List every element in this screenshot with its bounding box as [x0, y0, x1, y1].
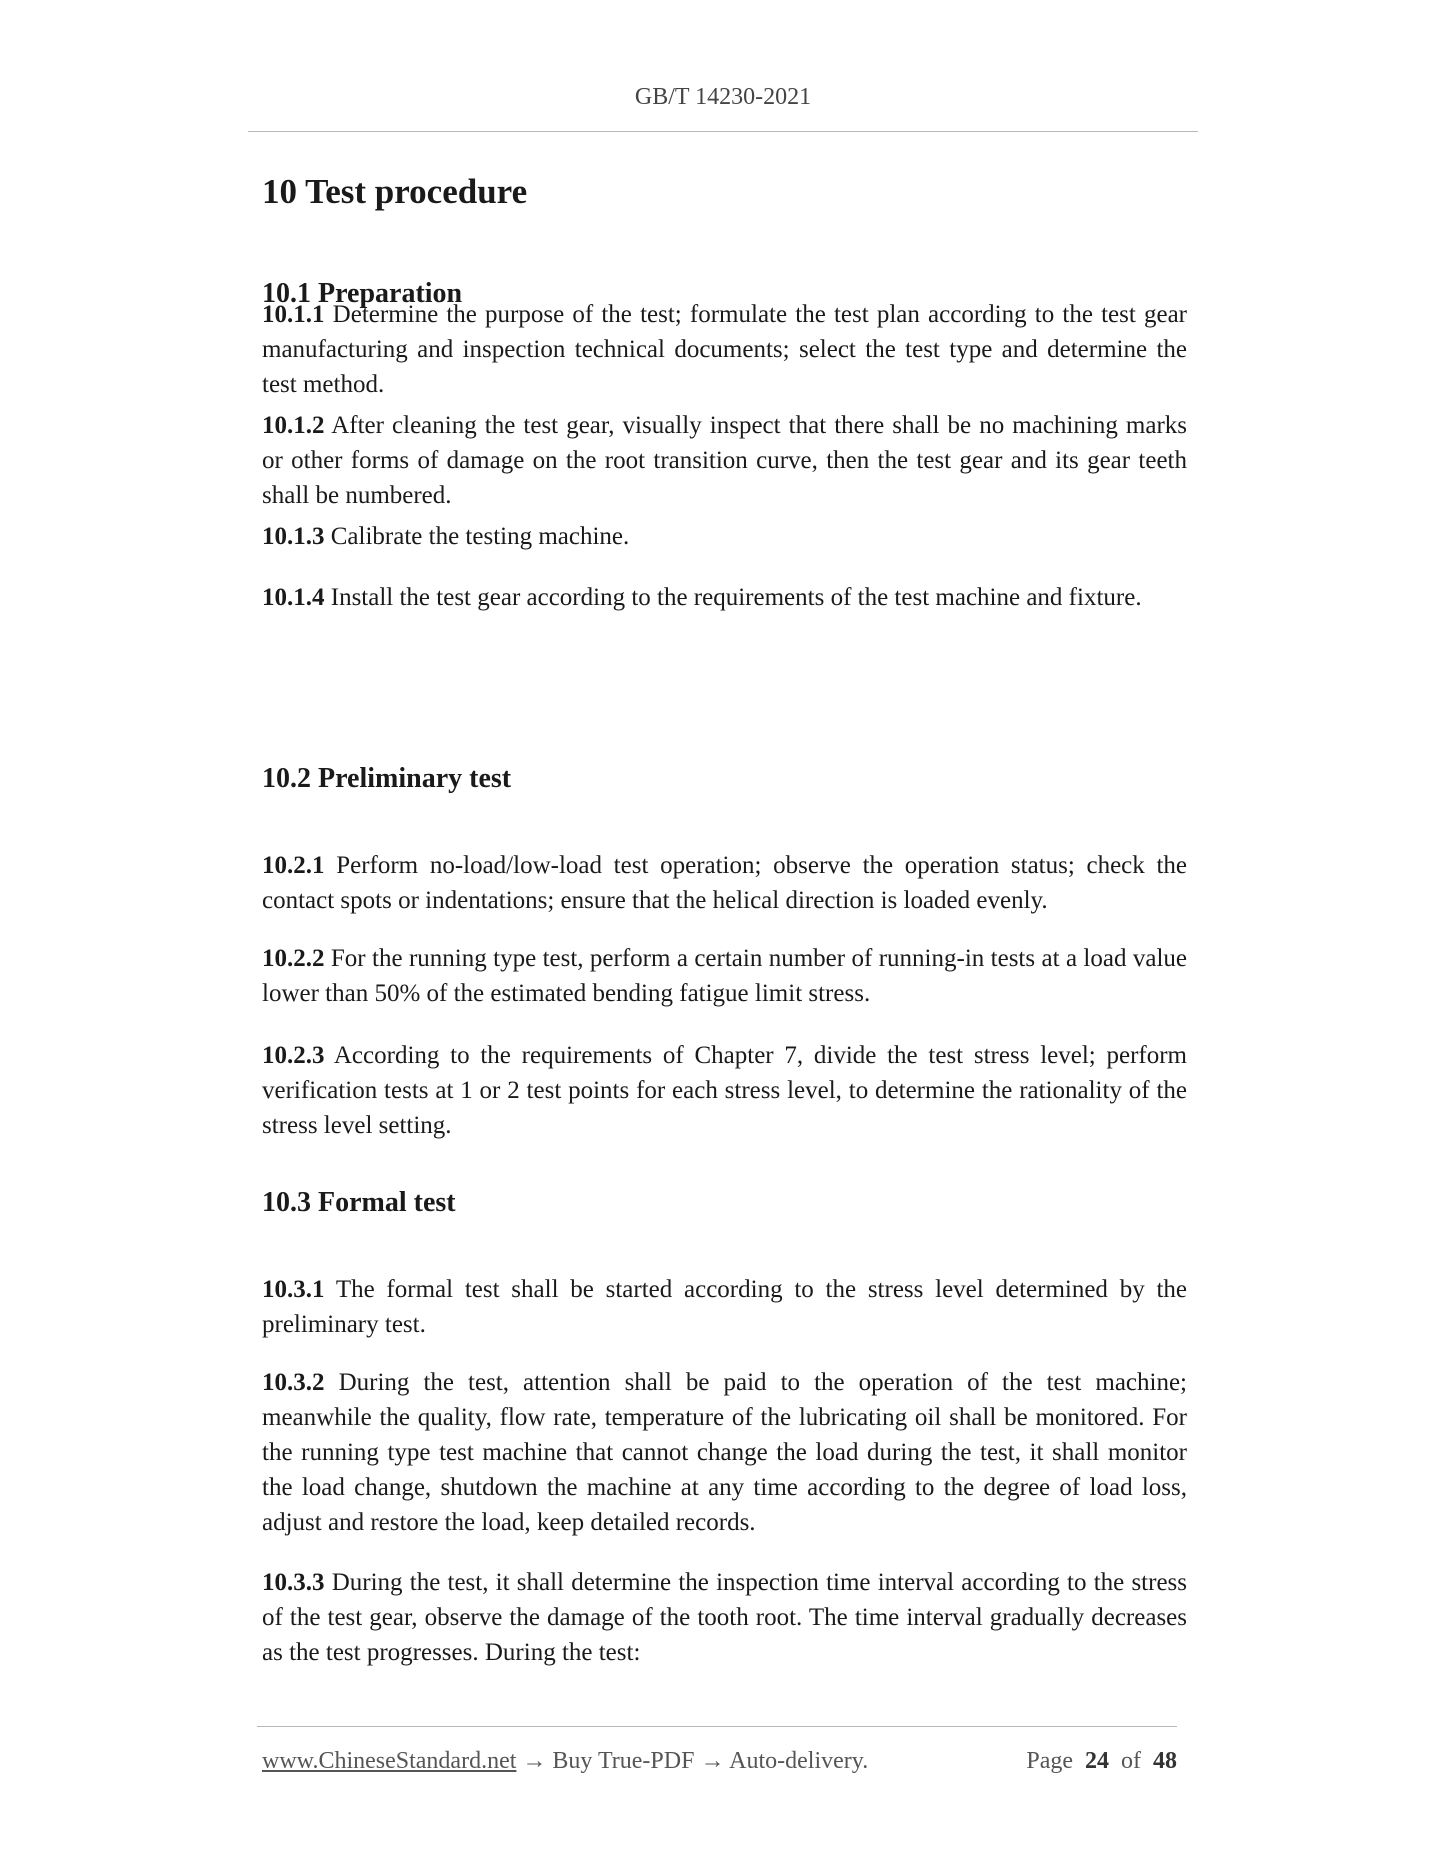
document-header: GB/T 14230-2021 — [634, 84, 812, 110]
clause-number: 10.1.4 — [262, 584, 325, 611]
clause-text: Determine the purpose of the test; formulate the test plan according to the test gear manufacturing and inspection technical documents; select the test type and determine the test method. — [262, 301, 1187, 398]
clause-10-1-3 — [262, 519, 1187, 554]
clause-text: Calibrate the testing machine. — [330, 523, 630, 550]
clause-number: 10.3.3 — [262, 1569, 325, 1596]
arrow-right-icon: → — [700, 1748, 725, 1774]
clause-text: Install the test gear according to the requirements of the test machine and fixture. — [330, 584, 1142, 611]
clause-text: During the test, attention shall be paid to the operation of the test machine; meanwhile the quality, flow rate, temperature of the lubricating oil shall be monitored. For the running type test machine that cannot change the load during the test, it shall monitor the load change, shutdown the machine at any time according to the degree of load loss, adjust and restore the load, keep detailed records. — [262, 1369, 1188, 1536]
clause-number: 10.1.2 — [262, 412, 325, 439]
clause-number: 10.2.2 — [262, 945, 325, 972]
page-label: Page — [1026, 1748, 1073, 1774]
clause-text: Perform no-load/low-load test operation; observe the operation status; check the contact spots or indentations; ensure that the helical direction is loaded evenly. — [262, 852, 1188, 914]
clause-text: After cleaning the test gear, visually inspect that there shall be no machining marks or other forms of damage on the root transition curve, then the test gear and its gear teeth shall be numbered. — [262, 412, 1187, 509]
clause-number: 10.1.3 — [262, 523, 325, 550]
page-title: 10 Test procedure — [262, 172, 528, 211]
clause-text: According to the requirements of Chapter 7, divide the test stress level; perform verification tests at 1 or 2 test points for each stress level, to determine the rationality of the stress level setting. — [262, 1042, 1187, 1139]
arrow-right-icon: → — [522, 1748, 547, 1774]
section-heading-10-3: 10.3 Formal test — [262, 1187, 456, 1218]
clause-10-3-3 — [262, 1565, 1187, 1670]
clause-10-3-1 — [262, 1272, 1187, 1342]
clause-number: 10.2.1 — [262, 852, 325, 879]
clause-10-2-1 — [262, 848, 1187, 918]
clause-text: For the running type test, perform a certain number of running-in tests at a load value lower than 50% of the estimated bending fatigue limit stress. — [262, 945, 1188, 1007]
auto-delivery-text: Auto-delivery. — [729, 1748, 869, 1774]
clause-10-1-4 — [262, 580, 1187, 615]
header-divider — [248, 131, 1198, 132]
footer-divider — [257, 1726, 1177, 1727]
footer-promo — [262, 1748, 868, 1775]
clause-10-2-3 — [262, 1038, 1187, 1143]
page-number — [1026, 1748, 1177, 1775]
clause-text: During the test, it shall determine the inspection time interval according to the stress of the test gear, observe the damage of the tooth root. The time interval gradually decreases as the test progresses. During the test: — [262, 1569, 1188, 1666]
clause-number: 10.1.1 — [262, 301, 325, 328]
section-heading-10-1: 10.1 Preparation — [262, 278, 463, 309]
clause-10-1-1 — [262, 297, 1187, 402]
clause-number: 10.3.1 — [262, 1276, 325, 1303]
clause-number: 10.3.2 — [262, 1369, 325, 1396]
clause-text: The formal test shall be started according to the stress level determined by the preliminary test. — [262, 1276, 1187, 1338]
buy-pdf-text: Buy True-PDF — [552, 1748, 695, 1774]
current-page: 24 — [1085, 1748, 1109, 1774]
clause-number: 10.2.3 — [262, 1042, 325, 1069]
section-heading-10-2: 10.2 Preliminary test — [262, 763, 512, 794]
clause-10-1-2 — [262, 408, 1187, 513]
clause-10-3-2 — [262, 1365, 1187, 1540]
total-pages: 48 — [1153, 1748, 1177, 1774]
of-label: of — [1121, 1748, 1141, 1774]
website-link[interactable]: www.ChineseStandard.net — [262, 1748, 517, 1774]
clause-10-2-2 — [262, 941, 1187, 1011]
